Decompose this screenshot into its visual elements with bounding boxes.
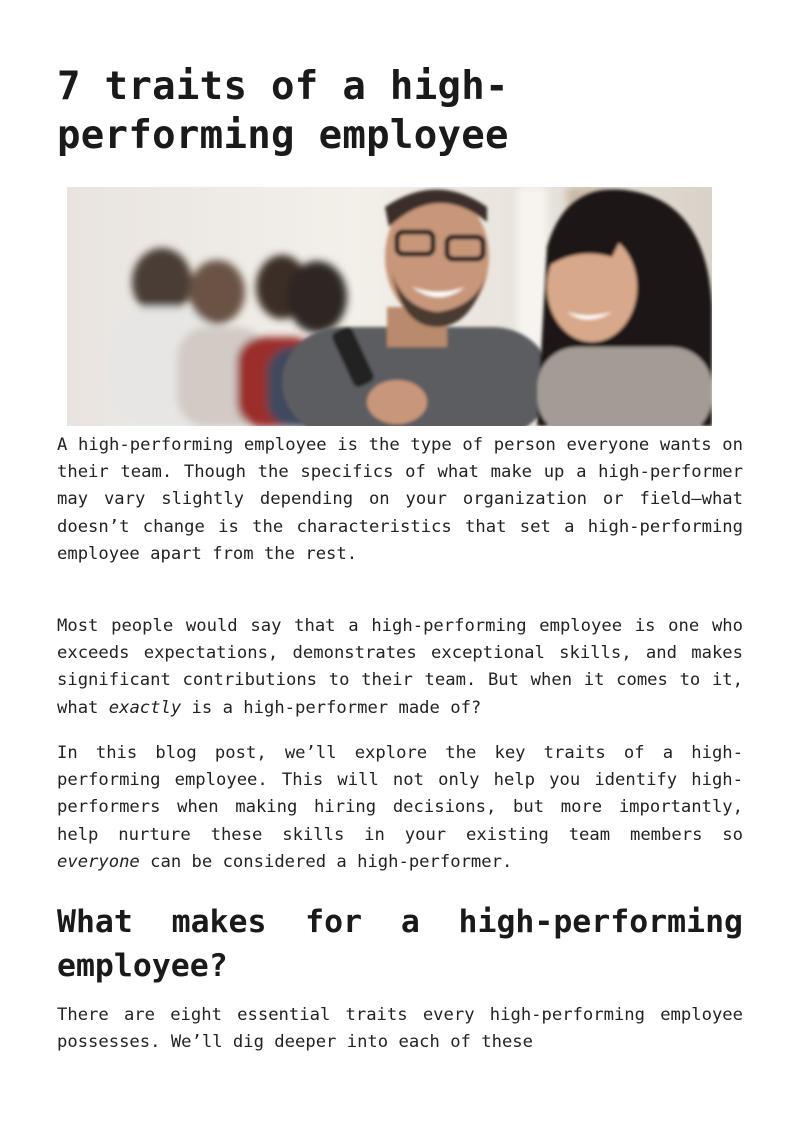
definition-paragraph — [57, 613, 743, 722]
paragraph-text: is a high-performer made of? — [181, 697, 482, 718]
paragraph-text: can be considered a high-performer. — [139, 851, 513, 872]
emphasis-text: exactly — [108, 697, 182, 718]
paragraph-text: Most people would say that a high-performing employee is one who exceeds expectations, demonstrates exceptional skills, and makes significant contributions to their team. But when it comes to it, what — [57, 616, 743, 718]
overview-paragraph — [57, 740, 743, 876]
article-title: 7 traits of a high-performing employee — [57, 64, 509, 158]
intro-paragraph: A high-performing employee is the type of person everyone wants on their team. Though the specifics of what make up a high-performer may vary slightly depending on your organization or field—what doesn’t change is the characteristics that set a high-performing employee apart from the rest. — [57, 435, 743, 564]
hero-photo-illustration — [67, 187, 712, 426]
section-paragraph: There are eight essential traits every high-performing employee possesses. We’ll dig deeper into each of these — [57, 1005, 743, 1053]
section-heading: What makes for a high-performing employee? — [57, 904, 743, 984]
hero-image — [67, 187, 712, 426]
paragraph-text: In this blog post, we’ll explore the key traits of a high-performing employee. This will not only help you identify high-performers when making hiring decisions, but more importantly, help nurture these skills in your existing team members so — [57, 743, 743, 845]
article — [57, 0, 743, 1053]
emphasis-text: everyone — [57, 851, 140, 872]
